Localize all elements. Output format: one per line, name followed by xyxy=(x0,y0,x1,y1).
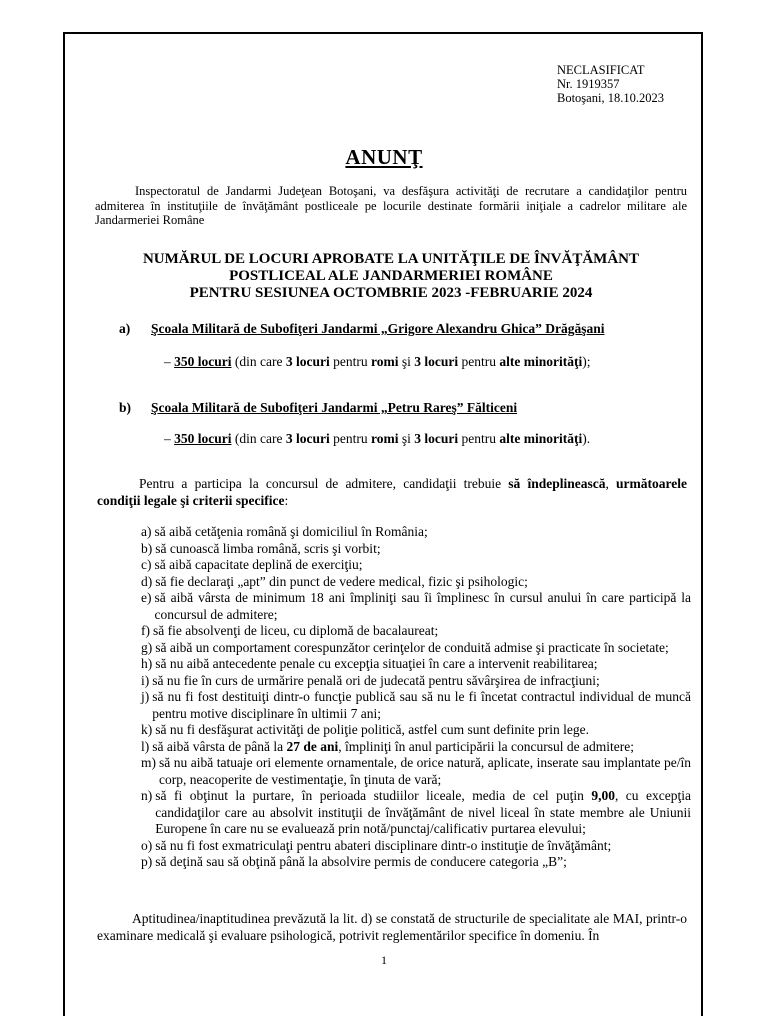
text: (din care xyxy=(231,431,286,446)
list-marker: g) xyxy=(141,639,153,655)
text: , împliniţi în anul participării la concursul de admitere; xyxy=(338,738,634,754)
list-marker: a) xyxy=(141,524,152,539)
list-text: să aibă un comportament corespunzător cerinţelor de conduită admise şi practicate în societate; xyxy=(155,639,669,655)
list-text: să deţină sau să obţină până la absolvire permis de conducere categoria „B”; xyxy=(155,854,567,869)
list-item xyxy=(141,590,691,623)
school-a xyxy=(119,321,605,337)
list-item xyxy=(141,524,691,541)
text: : xyxy=(284,493,289,508)
text: , xyxy=(605,476,616,491)
list-text: să nu aibă tatuaje ori elemente ornamentale, de orice natură, aplicate, inserate sau implantate pe/în corp, neacoperite de vestimentaţie, în ţinuta de vară; xyxy=(159,755,691,787)
list-item xyxy=(141,854,691,871)
list-marker: c) xyxy=(141,557,152,572)
total-seats: 350 locuri xyxy=(174,431,232,446)
classification-label: NECLASIFICAT xyxy=(557,63,645,77)
conditions-list xyxy=(141,524,691,871)
school-a-label: a) xyxy=(119,321,131,336)
list-marker: f) xyxy=(141,623,150,638)
dash: – xyxy=(164,354,175,369)
school-b-label: b) xyxy=(119,400,132,415)
school-b-seats xyxy=(164,431,590,447)
intro-paragraph: Inspectoratul de Jandarmi Judeţean Botoşani, va desfăşura activităţi de recrutare a candidaţilor pentru admiterea în instituţiile de învăţământ postliceale pe locurile destinate formării iniţiale a cadrelor militare ale Jandarmeriei Române xyxy=(95,184,687,227)
list-text: să fie declaraţi „apt” din punct de vedere medical, fizic şi psihologic; xyxy=(155,573,528,589)
list-text: să cunoască limba română, scris şi vorbit; xyxy=(155,540,381,556)
roma-label: romi xyxy=(370,431,399,446)
list-marker: l) xyxy=(141,738,150,754)
list-item xyxy=(141,689,691,722)
list-marker: n) xyxy=(141,788,153,803)
conditions-intro xyxy=(97,475,687,509)
bold-text: 9,00 xyxy=(591,788,615,803)
registration-number: Nr. 1919357 xyxy=(557,77,620,91)
list-marker: h) xyxy=(141,656,153,671)
minority-seats: 3 locuri xyxy=(414,431,459,446)
list-item xyxy=(141,788,691,838)
text: Pentru a participa la concursul de admitere, candidaţii trebuie xyxy=(139,476,509,491)
bold-text: 27 de ani xyxy=(286,738,339,754)
list-item xyxy=(141,838,691,855)
list-item xyxy=(141,623,691,640)
list-marker: m) xyxy=(141,755,156,770)
heading-line-1: NUMĂRUL DE LOCURI APROBATE LA UNITĂŢILE DE ÎNVĂŢĂMÂNT xyxy=(142,251,640,267)
text: pentru xyxy=(458,431,500,446)
roma-seats: 3 locuri xyxy=(285,431,330,446)
text: să fi obţinut la purtare, în perioada studiilor liceale, media de cel puţin xyxy=(155,788,592,803)
list-marker: d) xyxy=(141,573,153,589)
list-text xyxy=(155,788,691,838)
list-marker: e) xyxy=(141,590,152,605)
list-marker: j) xyxy=(141,689,150,704)
text: pentru xyxy=(329,354,371,369)
list-text: să nu fi desfăşurat activităţi de poliţie politică, astfel cum sunt definite prin lege. xyxy=(155,722,589,737)
list-text: să aibă cetăţenia română şi domiciliul în România; xyxy=(154,524,428,539)
document-header xyxy=(557,63,664,105)
text: , cu excepţia candidaţilor care au absolvit instituţii de învăţământ de nivel liceal în state membre ale Uniunii Europene în care nu se evaluează prin notă/punctaj/calificativ purtarea elevului; xyxy=(155,788,691,836)
minority-label: alte minorităţi xyxy=(499,431,583,446)
list-text: să nu fi fost exmatriculaţi pentru abateri disciplinare dintr-o instituţie de învăţământ; xyxy=(155,837,612,853)
list-marker: k) xyxy=(141,722,153,737)
school-a-name: Şcoala Militară de Subofiţeri Jandarmi „Grigore Alexandru Ghica” Drăgăşani xyxy=(151,321,605,336)
text: pentru xyxy=(458,354,500,369)
list-text: să nu aibă antecedente penale cu excepţia situaţiei în care a intervenit reabilitarea; xyxy=(155,656,598,671)
total-seats: 350 locuri xyxy=(174,354,232,369)
list-marker: o) xyxy=(141,837,153,853)
roma-label: romi xyxy=(370,354,399,369)
bold-text: să îndeplinească xyxy=(508,476,606,491)
list-text: să aibă capacitate deplină de exerciţiu; xyxy=(154,557,363,572)
school-b xyxy=(119,400,517,416)
dash: – xyxy=(164,431,175,446)
text: pentru xyxy=(329,431,371,446)
list-marker: p) xyxy=(141,854,153,869)
text: şi xyxy=(398,354,415,369)
section-heading xyxy=(95,251,687,302)
minority-seats: 3 locuri xyxy=(414,354,459,369)
text: ). xyxy=(582,431,591,446)
bold-text: următoarele condiţii legale şi criterii specifice xyxy=(97,476,687,508)
page-number: 1 xyxy=(381,953,387,967)
list-item xyxy=(141,656,691,673)
text: ); xyxy=(582,354,591,369)
aptitude-paragraph: Aptitudinea/inaptitudinea prevăzută la lit. d) se constată de structurile de specialitate ale MAI, printr-o examinare medicală şi evaluare psihologică, potrivit reglementărilor specifice în domeniu. În xyxy=(97,911,687,943)
heading-line-2: POSTLICEAL ALE JANDARMERIEI ROMÂNE xyxy=(229,268,553,284)
list-item xyxy=(141,739,691,756)
list-item xyxy=(141,673,691,690)
school-b-name: Şcoala Militară de Subofiţeri Jandarmi „Petru Rareş” Fălticeni xyxy=(151,400,518,415)
list-text: să nu fie în curs de urmărire penală ori de judecată pentru săvârşirea de infracţiuni; xyxy=(152,672,600,688)
roma-seats: 3 locuri xyxy=(285,354,330,369)
list-item xyxy=(141,722,691,739)
list-item xyxy=(141,755,691,788)
list-item xyxy=(141,557,691,574)
minority-label: alte minorităţi xyxy=(499,354,583,369)
list-text: să aibă vârsta de minimum 18 ani împliniţi sau îi împlinesc în cursul anului în care participă la concursul de admitere; xyxy=(154,590,691,622)
place-date: Botoşani, 18.10.2023 xyxy=(557,91,664,105)
list-text: să nu fi fost destituiţi dintr-o funcţie publică sau să nu le fi încetat contractul individual de muncă pentru motive disciplinare în ultimii 7 ani; xyxy=(152,689,691,721)
list-marker: i) xyxy=(141,672,150,688)
list-item xyxy=(141,541,691,558)
school-a-seats xyxy=(164,354,590,370)
text: (din care xyxy=(231,354,286,369)
text: să aibă vârsta de până la xyxy=(152,738,287,754)
list-item xyxy=(141,574,691,591)
list-text xyxy=(152,739,691,756)
list-marker: b) xyxy=(141,540,153,556)
list-item xyxy=(141,640,691,657)
list-text: să fie absolvenţi de liceu, cu diplomă de bacalaureat; xyxy=(153,623,439,638)
heading-line-3: PENTRU SESIUNEA OCTOMBRIE 2023 -FEBRUARIE 2024 xyxy=(189,285,593,301)
document-title: ANUNŢ xyxy=(345,145,423,169)
text: şi xyxy=(398,431,415,446)
